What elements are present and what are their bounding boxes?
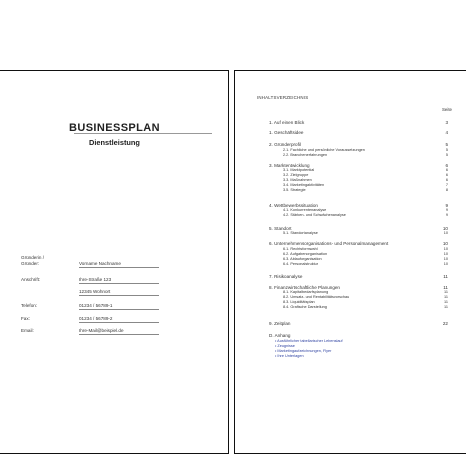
toc-page-number: 11 <box>444 300 448 304</box>
toc-page-number: 11 <box>444 290 448 294</box>
toc-subsection[interactable]: 3.4. Marketingaktivitäten <box>283 183 325 187</box>
toc-section[interactable]: 3. Marktentwicklung <box>269 163 310 168</box>
toc-page-number: 10 <box>443 231 448 235</box>
toc-subsection[interactable]: 6.2. Aufgabenorganisation <box>283 252 328 256</box>
toc-section[interactable]: 9. Zeitplan <box>269 321 291 326</box>
toc-page-number: 8 <box>445 188 448 192</box>
toc-subsection[interactable]: 6.3. Ablauforganisation <box>283 257 322 261</box>
field-value: 12345 Wohnort <box>79 289 159 296</box>
toc-subsection[interactable]: 8.4. Grafische Darstellung <box>283 305 327 309</box>
toc-page-number: 9 <box>445 213 448 217</box>
toc-page-number: 11 <box>443 285 448 290</box>
toc-page-number: 11 <box>443 274 448 279</box>
cover-page <box>0 70 229 454</box>
toc-subsection[interactable]: 3.3. Maßnahmen <box>283 178 312 182</box>
toc-subsection[interactable]: 4.2. Stärken- und Schwächenanalyse <box>283 213 346 217</box>
field-value: Vorname Nachname <box>79 261 159 268</box>
toc-subsection[interactable]: 5.1. Standortanalyse <box>283 231 318 235</box>
field-label: Gründerin / <box>21 255 44 260</box>
toc-section[interactable]: 5. Standort <box>269 226 292 231</box>
toc-section[interactable]: 1. Geschäftsidee <box>269 130 304 135</box>
appendix-item: • Ausführlicher tabellarischer Lebenslauf <box>275 339 343 343</box>
field-value: 01234 / 56789-1 <box>79 303 159 310</box>
toc-subsection[interactable]: 8.2. Umsatz- und Rentabilitätsvorschau <box>283 295 350 299</box>
toc-page-number: 11 <box>444 305 448 309</box>
toc-page-number: 11 <box>444 295 448 299</box>
toc-section[interactable]: D. Anhang <box>269 333 291 338</box>
toc-page-number: 5 <box>445 153 448 157</box>
toc-page-number: 6 <box>445 163 448 168</box>
field-label: Gründer: <box>21 261 40 266</box>
appendix-item: • Zeugnisse <box>275 344 295 348</box>
toc-subsection[interactable]: 3.5. Strategie <box>283 188 306 192</box>
toc-subsection[interactable]: 2.2. Branchenerfahrungen <box>283 153 328 157</box>
field-label: Email: <box>21 328 34 333</box>
toc-page-number: 10 <box>443 252 448 256</box>
toc-heading: INHALTSVERZEICHNIS <box>257 95 309 100</box>
field-label: Fax: <box>21 316 30 321</box>
field-value: Ihre-Straße 123 <box>79 277 159 284</box>
toc-subsection[interactable]: 6.4. Personalstruktur <box>283 262 319 266</box>
toc-page-number: 3 <box>445 120 448 125</box>
toc-page-number: 22 <box>442 321 448 326</box>
page-column-header: Seite <box>441 107 452 112</box>
toc-section[interactable]: 2. Gründerprofil <box>269 142 301 147</box>
toc-page-number: 5 <box>445 142 448 147</box>
toc-section[interactable]: 8. Finanzwirtschaftliche Planungen <box>269 285 340 290</box>
toc-section[interactable]: 7. Risikoanalyse <box>269 274 303 279</box>
toc-page-number: 10 <box>443 257 448 261</box>
toc-section[interactable]: 1. Auf einen Blick <box>269 120 305 125</box>
toc-page-number: 10 <box>442 241 448 246</box>
cover-subtitle: Dienstleistung <box>89 138 140 147</box>
toc-page-number: 10 <box>443 262 448 266</box>
appendix-item: • Ihre Unterlagen <box>275 354 304 358</box>
appendix-item: • Marketingaufzeichnungen, Flyer <box>275 349 332 353</box>
toc-page-number: 6 <box>445 168 448 172</box>
field-label: Telefon: <box>21 303 38 308</box>
field-label: Anschrift: <box>21 277 41 282</box>
cover-title: BUSINESSPLAN <box>69 122 160 134</box>
toc-section[interactable]: 4. Wettbewerbssituation <box>269 203 318 208</box>
field-value: Ihre-Mail@beispiel.de <box>79 328 159 335</box>
title-divider <box>74 133 212 134</box>
toc-subsection[interactable]: 4.1. Konkurrentenanalyse <box>283 208 327 212</box>
toc-page-number: 10 <box>442 226 448 231</box>
toc-subsection[interactable]: 8.3. Liquiditätsplan <box>283 300 315 304</box>
toc-page <box>234 70 466 454</box>
toc-page-number: 6 <box>445 173 448 177</box>
toc-page-number: 10 <box>443 247 448 251</box>
toc-page-number: 9 <box>445 208 448 212</box>
toc-subsection[interactable]: 3.2. Zielgruppe <box>283 173 309 177</box>
toc-page-number: 9 <box>445 203 448 208</box>
toc-page-number: 7 <box>445 183 448 187</box>
toc-subsection[interactable]: 6.1. Rechtsformwahl <box>283 247 318 251</box>
toc-page-number: 5 <box>445 148 448 152</box>
field-value: 01234 / 56789-2 <box>79 316 159 323</box>
toc-subsection[interactable]: 3.1. Marktpotential <box>283 168 315 172</box>
toc-section[interactable]: 6. Unternehmensorganisations- und Personalmanagement <box>269 241 389 246</box>
toc-subsection[interactable]: 2.1. Fachliche und persönliche Voraussetzungen <box>283 148 365 152</box>
toc-page-number: 4 <box>445 130 448 135</box>
toc-page-number: 6 <box>445 178 448 182</box>
toc-subsection[interactable]: 8.1. Kapitalbedarfsplanung <box>283 290 329 294</box>
